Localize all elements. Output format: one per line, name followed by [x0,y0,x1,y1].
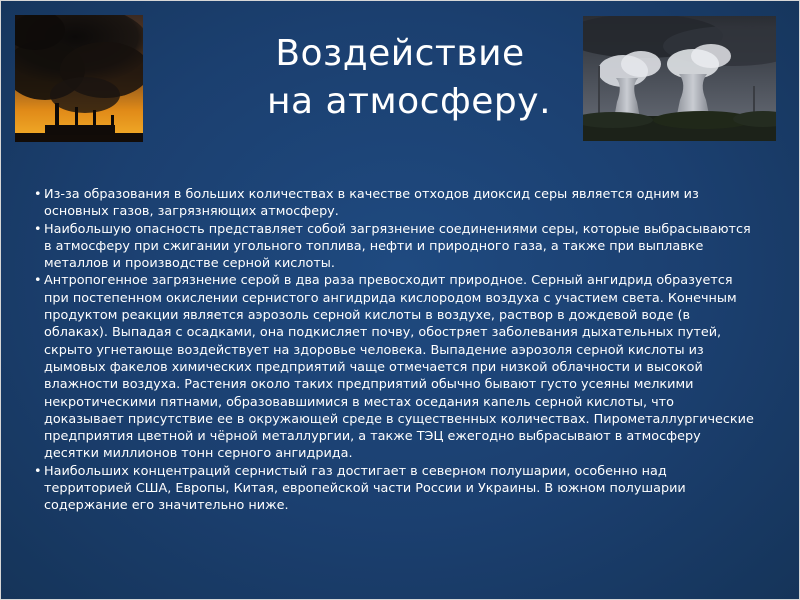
bullet-paragraph [34,221,756,273]
bullet-marker: • [34,187,42,202]
paragraph-text: Антропогенное загрязнение серой в два раза превосходит природное. Серный ангидрид образуется при постепенном окислении сернистого ангидрида кислородом воздуха с участием света. Конечным продуктом реакции является аэрозоль серной кислоты в воздухе, раствор в дождевой воде (в облаках). Выпадая с осадками, она подкисляет почву, обостряет заболевания дыхательных путей, скрыто угнетающе воздействует на здоровье человека. Выпадение аэрозоля серной кислоты из дымовых факелов химических предприятий чаще отмечается при низкой облачности и высокой влажности воздуха. Растения около таких предприятий обычно бывают густо усеяны мелкими некротическими пятнами, образовавшимися в местах оседания капель серной кислоты, что доказывает присутствие ее в окружающей среде в существенных количествах. Пирометаллургические предприятия цветной и чёрной металлургии, а также ТЭЦ ежегодно выбрасывают в атмосферу десятки миллионов тонн серного ангидрида. [44,273,754,462]
title-line-2: на атмосферу. [266,81,552,122]
smokestack-sunset-photo [15,15,143,142]
bullet-paragraph [34,272,756,462]
title-line-1: Воздействие [275,33,525,74]
bullet-paragraph [34,186,756,221]
slide-body [34,186,756,515]
paragraph-text: Из-за образования в больших количествах в качестве отходов диоксид серы является одним из основных газов, загрязняющих атмосферу. [44,187,699,220]
bullet-marker: • [34,221,42,237]
bullet-marker: • [34,273,42,289]
cooling-towers-photo [583,16,776,141]
paragraph-text: Наибольших концентраций сернистый газ достигает в северном полушарии, особенно над территорией США, Европы, Китая, европейской части России и Украины. В южном полушарии содержание его значительно ниже. [44,463,686,514]
paragraph-text: Наибольшую опасность представляет собой загрязнение соединениями серы, которые выбрасываются в атмосферу при сжигании угольного топлива, нефти и природного газа, а также при выплавке металлов и производстве серной кислоты. [44,221,751,272]
bullet-paragraph [34,463,756,515]
slide-title [190,30,610,126]
bullet-marker: • [34,463,42,479]
